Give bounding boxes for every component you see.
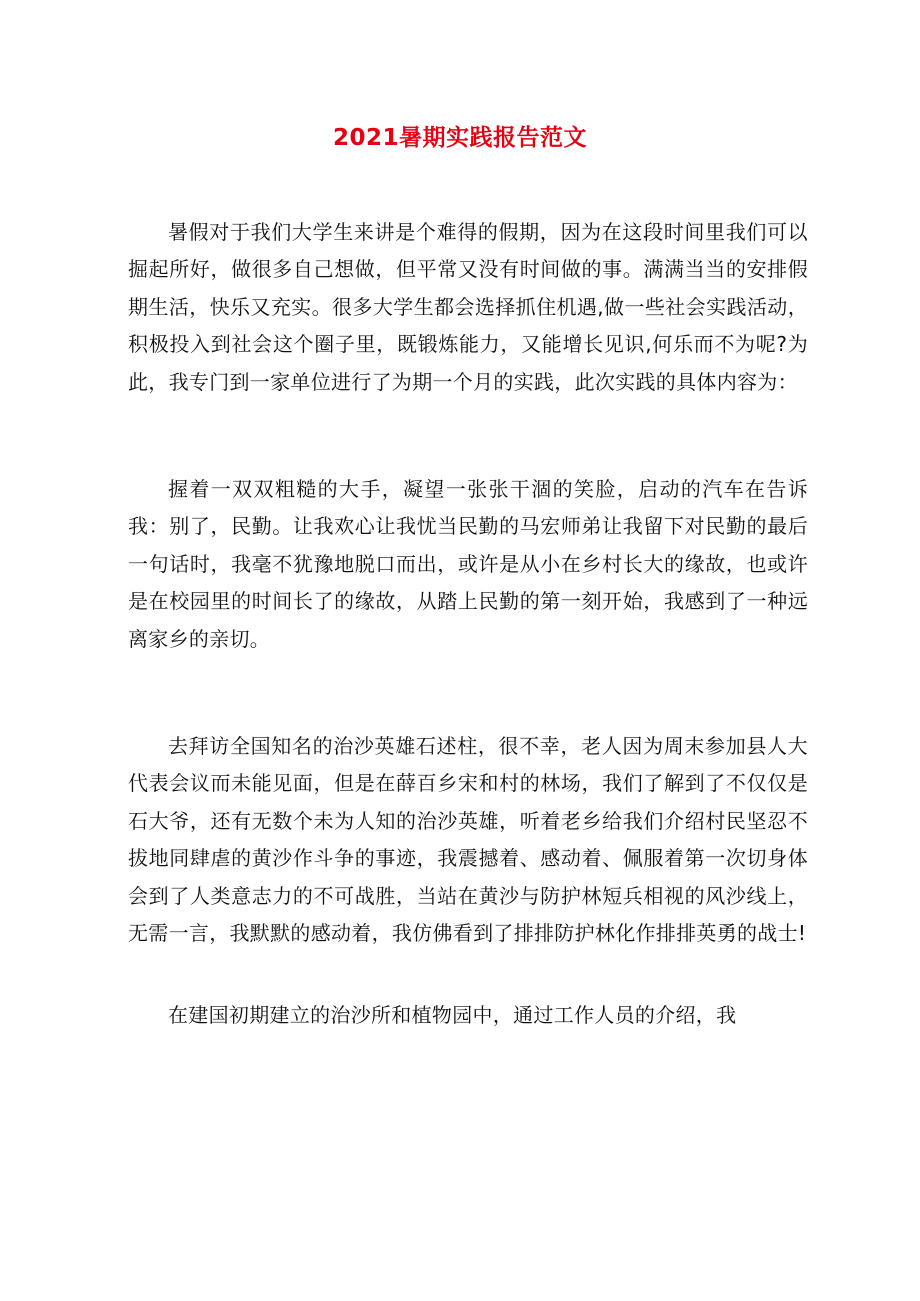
paragraph: 握着一双双粗糙的大手，凝望一张张干涸的笑脸，启动的汽车在告诉我：别了，民勤。让我欢心让我忧当民勤的马宏师弟让我留下对民勤的最后一句话时，我毫不犹豫地脱口而出，或许是从小在乡村长大的缘故，也或许是在校园里的时间长了的缘故，从踏上民勤的第一刻开始，我感到了一种远离家乡的亲切。 [128, 477, 808, 651]
document-body [128, 214, 808, 1034]
document-title: 2021暑期实践报告范文 [332, 125, 587, 151]
paragraph: 暑假对于我们大学生来讲是个难得的假期，因为在这段时间里我们可以掘起所好，做很多自己想做，但平常又没有时间做的事。满满当当的安排假期生活，快乐又充实。很多大学生都会选择抓住机遇,做一些社会实践活动，积极投入到社会这个圈子里，既锻炼能力，又能增长见识,何乐而不为呢?为此，我专门到一家单位进行了为期一个月的实践，此次实践的具体内容为： [128, 220, 808, 394]
paragraph: 在建国初期建立的治沙所和植物园中，通过工作人员的介绍，我 [168, 1002, 737, 1027]
paragraph: 去拜访全国知名的治沙英雄石述柱，很不幸，老人因为周末参加县人大代表会议而未能见面，但是在薛百乡宋和村的林场，我们了解到了不仅仅是石大爷，还有无数个未为人知的治沙英雄，听着老乡给我们介绍村民坚忍不拔地同肆虐的黄沙作斗争的事迹，我震撼着、感动着、佩服着第一次切身体会到了人类意志力的不可战胜，当站在黄沙与防护林短兵相视的风沙线上，无需一言，我默默的感动着，我仿佛看到了排排防护林化作排排英勇的战士! [128, 734, 808, 946]
